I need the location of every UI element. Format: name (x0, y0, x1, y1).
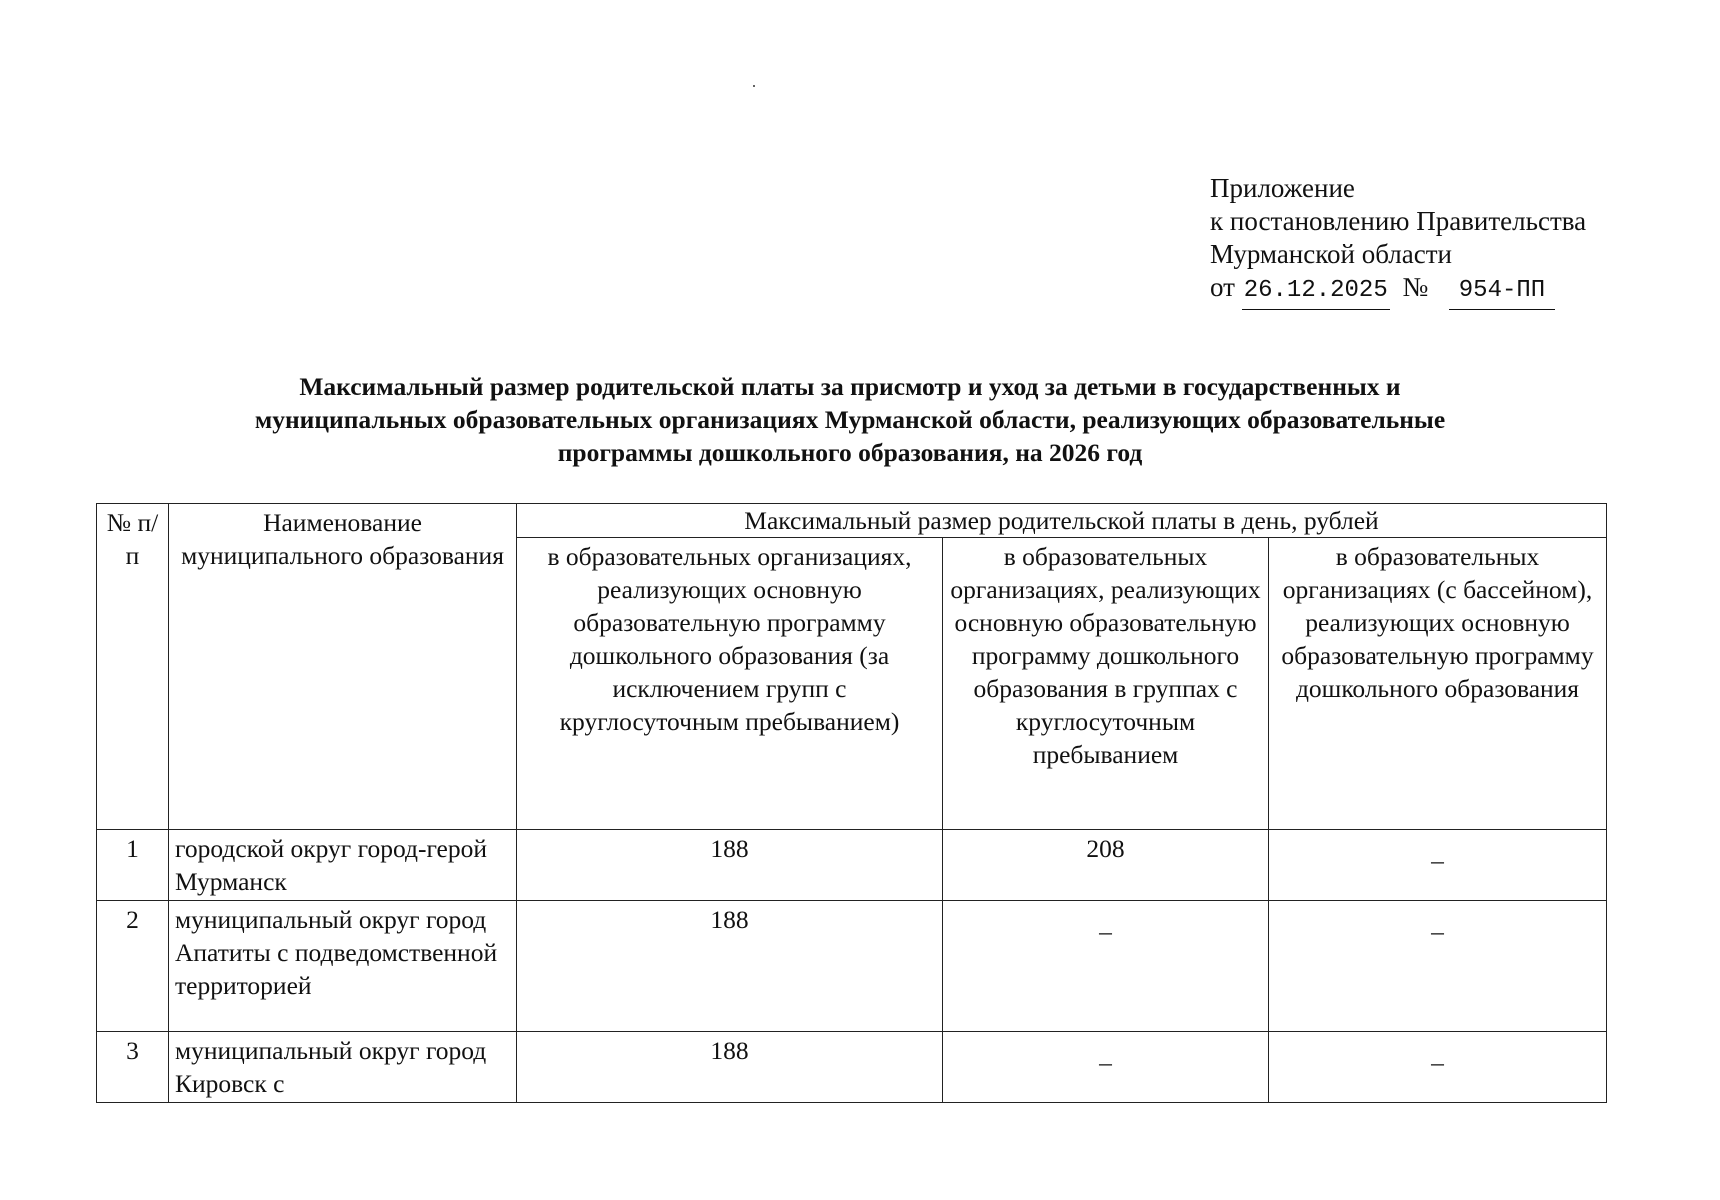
fee-round-the-clock-dash: – (1099, 917, 1112, 946)
row-number: 1 (97, 830, 169, 901)
resolution-date: 26.12.2025 (1242, 274, 1390, 310)
parental-fee-table (96, 503, 1607, 1103)
resolution-number: 954-ПП (1449, 274, 1555, 310)
title-line-1: Максимальный размер родительской платы за присмотр и уход за детьми в государственных и (299, 372, 1401, 401)
fee-regular: 188 (517, 901, 943, 1032)
fee-pool (1269, 1032, 1607, 1103)
date-prefix: от (1210, 272, 1235, 302)
fee-pool-dash: – (1431, 846, 1444, 875)
fee-regular: 188 (517, 830, 943, 901)
fee-regular: 188 (517, 1032, 943, 1103)
fee-round-the-clock (943, 1032, 1269, 1103)
table-header-row (97, 504, 1607, 538)
appendix-region-line: Мурманской области (1210, 239, 1452, 269)
document-title (150, 370, 1550, 469)
header-max-fee-group: Максимальный размер родительской платы в день, рублей (517, 504, 1607, 538)
title-line-3: программы дошкольного образования, на 2026 год (557, 438, 1143, 467)
appendix-label: Приложение (1210, 173, 1355, 203)
fee-pool (1269, 901, 1607, 1032)
municipality-name: муниципальный округ город Кировск с (169, 1032, 517, 1103)
appendix-block (1210, 172, 1586, 310)
municipality-name: городской округ город-герой Мурманск (169, 830, 517, 901)
row-number: 2 (97, 901, 169, 1032)
header-municipality: Наименование муниципального образования (169, 504, 517, 830)
table-row (97, 901, 1607, 1032)
table-row (97, 830, 1607, 901)
appendix-resolution-line: к постановлению Правительства (1210, 206, 1587, 236)
row-number: 3 (97, 1032, 169, 1103)
municipality-name: муниципальный округ город Апатиты с подведомственной территорией (169, 901, 517, 1032)
appendix-date-number-line (1210, 271, 1586, 310)
number-sign: № (1402, 272, 1429, 302)
fee-round-the-clock-dash: – (1099, 1048, 1112, 1077)
header-num: № п/п (97, 504, 169, 830)
fee-pool-dash: – (1431, 1048, 1444, 1077)
fee-round-the-clock: 208 (943, 830, 1269, 901)
header-regular-groups: в образовательных организациях, реализующих основную образовательную программу дошкольного образования (за исключением групп с круглосуточным пребыванием) (517, 538, 943, 830)
table-row (97, 1032, 1607, 1103)
scan-speck (753, 85, 755, 87)
title-line-2: муниципальных образовательных организациях Мурманской области, реализующих образовательные (254, 405, 1446, 434)
fee-pool-dash: – (1431, 917, 1444, 946)
header-pool-organizations: в образовательных организациях (с бассейном), реализующих основную образовательную программу дошкольного образования (1269, 538, 1607, 830)
header-round-the-clock-groups: в образовательных организациях, реализующих основную образовательную программу дошкольного образования в группах с круглосуточным пребыванием (943, 538, 1269, 830)
fee-round-the-clock (943, 901, 1269, 1032)
fee-pool (1269, 830, 1607, 901)
